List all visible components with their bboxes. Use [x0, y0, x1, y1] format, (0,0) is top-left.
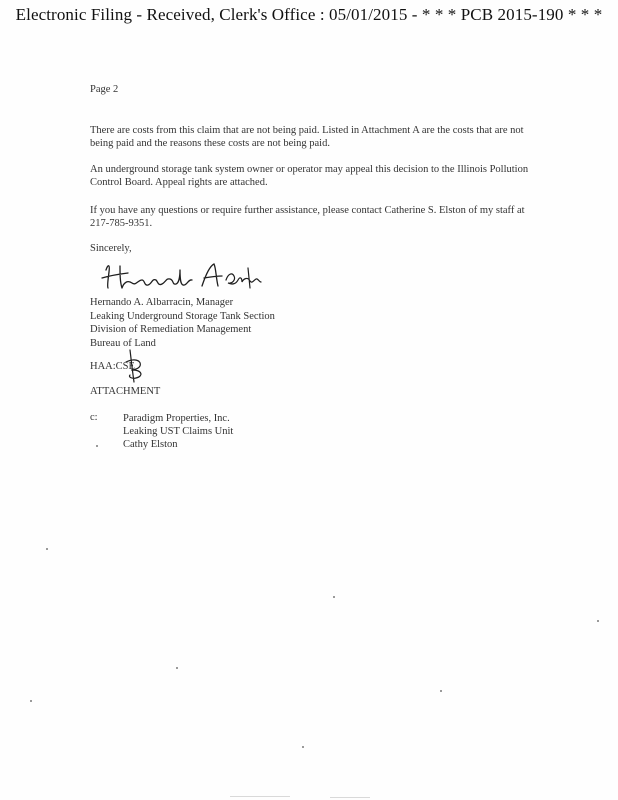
scan-speck	[176, 667, 178, 669]
scan-speck	[96, 445, 98, 447]
filing-stamp-header: Electronic Filing - Received, Clerk's Office : 05/01/2015 - * * * PCB 2015-190 * * *	[15, 5, 603, 24]
paragraph-contact: If you have any questions or require further assistance, please contact Catherine S. Elston of my staff at 217-785-9351.	[90, 205, 525, 229]
scan-speck	[30, 700, 32, 702]
letter-closing: Sincerely,	[90, 243, 132, 254]
paragraph-costs: There are costs from this claim that are not being paid. Listed in Attachment A are the costs that are not being paid and the reasons these costs are not being paid.	[90, 125, 524, 149]
signer-division: Division of Remediation Management	[90, 324, 252, 335]
scan-edge-line	[330, 797, 370, 798]
page-number: Page 2	[90, 84, 119, 95]
reference-initials: HAA:CSE	[90, 361, 135, 372]
signer-section: Leaking Underground Storage Tank Section	[90, 310, 275, 322]
attachment-label: ATTACHMENT	[90, 386, 161, 397]
scan-edge-line	[230, 796, 290, 797]
scan-speck	[333, 596, 335, 598]
cc-label: c:	[90, 412, 98, 423]
cc-recipient: Leaking UST Claims Unit	[123, 426, 234, 437]
cc-recipient: Cathy Elston	[123, 439, 178, 450]
handwritten-initials-mark	[112, 348, 156, 384]
scan-speck	[46, 548, 48, 550]
cc-recipient: Paradigm Properties, Inc.	[123, 413, 230, 424]
scan-speck	[302, 746, 304, 748]
signer-name-title: Hernando A. Albarracin, Manager	[90, 297, 234, 308]
cc-recipient-list	[123, 412, 233, 451]
scan-speck	[597, 620, 599, 622]
paragraph-appeal: An underground storage tank system owner or operator may appeal this decision to the Illinois Pollution Control Board. Appeal rights are attached.	[90, 164, 529, 188]
handwritten-signature	[98, 258, 268, 296]
signer-bureau: Bureau of Land	[90, 337, 156, 349]
scan-speck	[440, 690, 442, 692]
signer-block	[90, 296, 275, 350]
